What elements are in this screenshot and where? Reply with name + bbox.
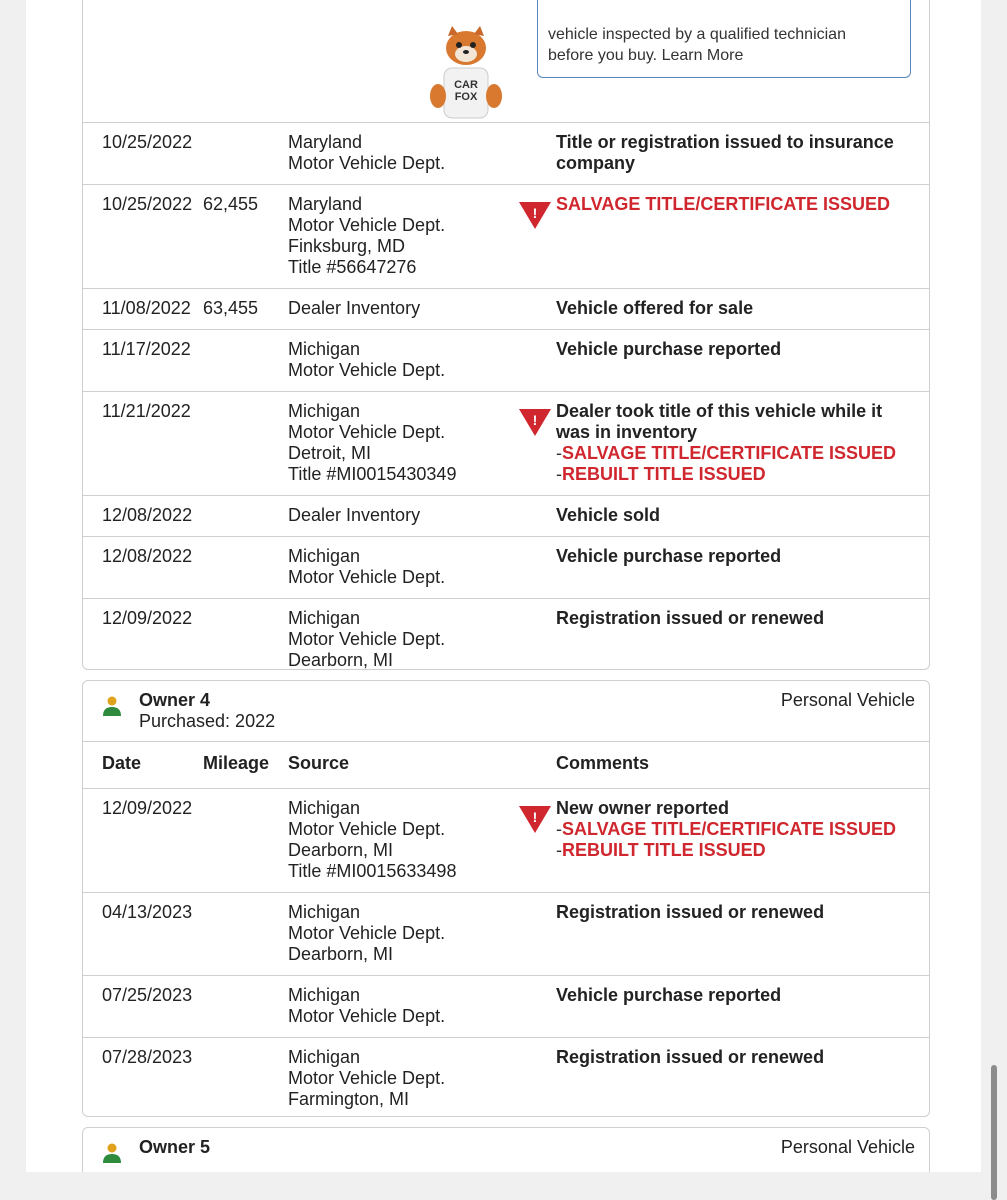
record-source [288, 546, 520, 588]
record-source-line: Michigan [288, 798, 361, 818]
owner-5-title: Owner 5 [139, 1137, 211, 1157]
record-source-line: Motor Vehicle Dept. [288, 153, 446, 173]
record-source-line: Michigan [288, 1047, 361, 1067]
record-alert-line [556, 819, 915, 840]
learn-more-link[interactable]: Learn More [661, 47, 744, 64]
svg-text:!: ! [532, 809, 538, 825]
history-row [83, 892, 929, 975]
alert-dash: - [556, 840, 562, 860]
previous-owner-history [82, 0, 930, 670]
record-mileage [203, 401, 288, 485]
record-date: 11/08/2022 [102, 298, 191, 318]
history-row [83, 598, 929, 681]
history-row [83, 122, 929, 184]
record-alert-cell [520, 546, 556, 588]
owner-4-header [83, 681, 929, 741]
record-mileage: 62,455 [203, 194, 259, 214]
person-icon [101, 1142, 123, 1164]
record-source [288, 798, 520, 882]
record-alert-line [556, 840, 915, 861]
history-row [83, 536, 929, 598]
record-comment [556, 902, 929, 965]
inspection-tip-box [537, 0, 911, 78]
record-date: 11/21/2022 [102, 401, 191, 421]
record-source-line: Dearborn, MI [288, 944, 394, 964]
record-alert-cell [520, 505, 556, 526]
record-comment [556, 339, 929, 381]
record-alert-cell [520, 339, 556, 381]
record-mileage [203, 132, 288, 174]
record-date: 10/25/2022 [102, 194, 193, 214]
record-alert-text: REBUILT TITLE ISSUED [562, 464, 766, 484]
col-mileage-header: Mileage [203, 753, 270, 773]
owner-4-table-header [83, 741, 929, 788]
record-alert-cell [520, 798, 556, 882]
owner-4-purchased: Purchased: 2022 [139, 711, 276, 731]
record-source-line: Michigan [288, 985, 361, 1005]
record-source-line: Michigan [288, 608, 361, 628]
owner-5-section [82, 1127, 930, 1172]
record-source-line: Motor Vehicle Dept. [288, 422, 446, 442]
page-scrollbar[interactable] [991, 1065, 997, 1200]
record-alert-cell [520, 1047, 556, 1110]
mascot-shirt-text-1: CAR [454, 79, 478, 91]
record-source-line: Farmington, MI [288, 1089, 410, 1109]
person-icon [101, 695, 123, 717]
record-source-line: Michigan [288, 339, 361, 359]
promo-text-line2: before you buy. [548, 47, 658, 64]
record-comment-text: Title or registration issued to insurance company [556, 132, 894, 173]
warning-triangle-icon [518, 803, 552, 835]
record-source-line: Motor Vehicle Dept. [288, 1006, 446, 1026]
record-source-line: Title #MI0015633498 [288, 861, 457, 881]
record-comment-text: Dealer took title of this vehicle while it was in inventory [556, 401, 883, 442]
record-source-line: Detroit, MI [288, 443, 372, 463]
owner-4-vehicle-type: Personal Vehicle [780, 690, 915, 710]
record-source [288, 132, 520, 174]
history-row [83, 788, 929, 892]
record-alert-line [556, 443, 915, 464]
record-source-line: Motor Vehicle Dept. [288, 360, 446, 380]
record-source [288, 985, 520, 1027]
record-alert-text: SALVAGE TITLE/CERTIFICATE ISSUED [562, 443, 897, 463]
history-row [83, 288, 929, 329]
owner-4-section [82, 680, 930, 1117]
history-row [83, 1037, 929, 1120]
record-comment-text: Vehicle sold [556, 505, 661, 525]
record-comment [556, 298, 929, 319]
record-source-line: Dealer Inventory [288, 298, 421, 318]
record-alert-text: SALVAGE TITLE/CERTIFICATE ISSUED [562, 819, 897, 839]
record-date: 12/09/2022 [102, 798, 193, 818]
record-comment-text: Vehicle purchase reported [556, 339, 782, 359]
record-comment [556, 401, 929, 485]
record-source-line: Motor Vehicle Dept. [288, 923, 446, 943]
record-source-line: Motor Vehicle Dept. [288, 1068, 446, 1088]
record-source [288, 902, 520, 965]
record-source-line: Michigan [288, 401, 361, 421]
record-comment-text: Vehicle purchase reported [556, 985, 782, 1005]
record-alert-cell [520, 608, 556, 671]
owner-5-vehicle-type: Personal Vehicle [780, 1137, 915, 1157]
record-mileage [203, 505, 288, 526]
record-alert-cell [520, 298, 556, 319]
inspection-promo [83, 0, 929, 122]
record-comment-text: Registration issued or renewed [556, 902, 825, 922]
svg-text:!: ! [532, 412, 538, 428]
history-row [83, 975, 929, 1037]
record-comment [556, 798, 929, 882]
history-row [83, 184, 929, 288]
record-source-line: Michigan [288, 902, 361, 922]
alert-dash: - [556, 819, 562, 839]
record-alert-line [556, 464, 915, 485]
record-date: 04/13/2023 [102, 902, 193, 922]
record-mileage [203, 902, 288, 965]
record-source [288, 194, 520, 278]
record-source-line: Motor Vehicle Dept. [288, 629, 446, 649]
report-page [26, 0, 981, 1172]
record-source-line: Finksburg, MD [288, 236, 406, 256]
record-mileage [203, 985, 288, 1027]
record-alert-cell [520, 902, 556, 965]
col-comments-header: Comments [556, 753, 650, 773]
record-source-line: Dearborn, MI [288, 840, 394, 860]
record-comment [556, 505, 929, 526]
record-source-line: Maryland [288, 132, 363, 152]
record-comment [556, 1047, 929, 1110]
record-date: 12/08/2022 [102, 505, 193, 525]
record-mileage [203, 339, 288, 381]
history-row [83, 329, 929, 391]
record-date: 10/25/2022 [102, 132, 193, 152]
warning-triangle-icon [518, 199, 552, 231]
record-comment [556, 132, 929, 174]
record-alert-cell [520, 985, 556, 1027]
history-row [83, 495, 929, 536]
record-mileage [203, 798, 288, 882]
col-alert-spacer [520, 753, 556, 774]
carfox-mascot-icon [428, 26, 504, 120]
record-source-line: Dearborn, MI [288, 650, 394, 670]
owner-4-title: Owner 4 [139, 690, 211, 710]
alert-dash: - [556, 443, 562, 463]
record-source [288, 608, 520, 671]
record-alert-cell [520, 132, 556, 174]
record-source [288, 339, 520, 381]
record-source [288, 505, 520, 526]
record-source-line: Motor Vehicle Dept. [288, 819, 446, 839]
record-comment [556, 985, 929, 1027]
alert-dash: - [556, 464, 562, 484]
record-alert-text: SALVAGE TITLE/CERTIFICATE ISSUED [556, 194, 891, 214]
record-comment-text: Vehicle purchase reported [556, 546, 782, 566]
record-comment-text: Registration issued or renewed [556, 1047, 825, 1067]
prev-records-list [83, 122, 929, 681]
record-mileage [203, 546, 288, 588]
promo-text-line1: vehicle inspected by a qualified technician [548, 26, 846, 43]
record-mileage [203, 608, 288, 671]
record-comment-text: Registration issued or renewed [556, 608, 825, 628]
record-comment-text: New owner reported [556, 798, 730, 818]
record-date: 12/08/2022 [102, 546, 193, 566]
record-date: 07/25/2023 [102, 985, 193, 1005]
record-source-line: Title #MI0015430349 [288, 464, 457, 484]
record-comment [556, 546, 929, 588]
record-source-line: Maryland [288, 194, 363, 214]
record-source [288, 401, 520, 485]
record-comment [556, 194, 929, 278]
history-row [83, 391, 929, 495]
svg-text:!: ! [532, 205, 538, 221]
record-source [288, 1047, 520, 1110]
record-source-line: Title #56647276 [288, 257, 417, 277]
record-date: 12/09/2022 [102, 608, 193, 628]
record-source [288, 298, 520, 319]
warning-triangle-icon [518, 406, 552, 438]
record-comment-text: Vehicle offered for sale [556, 298, 754, 318]
mascot-shirt-text-2: FOX [454, 91, 478, 103]
col-date-header: Date [102, 753, 142, 773]
record-source-line: Motor Vehicle Dept. [288, 567, 446, 587]
owner-5-header [83, 1128, 929, 1172]
record-source-line: Motor Vehicle Dept. [288, 215, 446, 235]
col-source-header: Source [288, 753, 350, 773]
record-source-line: Michigan [288, 546, 361, 566]
record-alert-cell [520, 401, 556, 485]
record-alert-text: REBUILT TITLE ISSUED [562, 840, 766, 860]
record-date: 11/17/2022 [102, 339, 191, 359]
record-comment [556, 608, 929, 671]
record-date: 07/28/2023 [102, 1047, 193, 1067]
record-source-line: Dealer Inventory [288, 505, 421, 525]
owner-4-records-list [83, 788, 929, 1120]
record-mileage: 63,455 [203, 298, 259, 318]
record-mileage [203, 1047, 288, 1110]
record-alert-line [556, 194, 915, 215]
record-alert-cell [520, 194, 556, 278]
